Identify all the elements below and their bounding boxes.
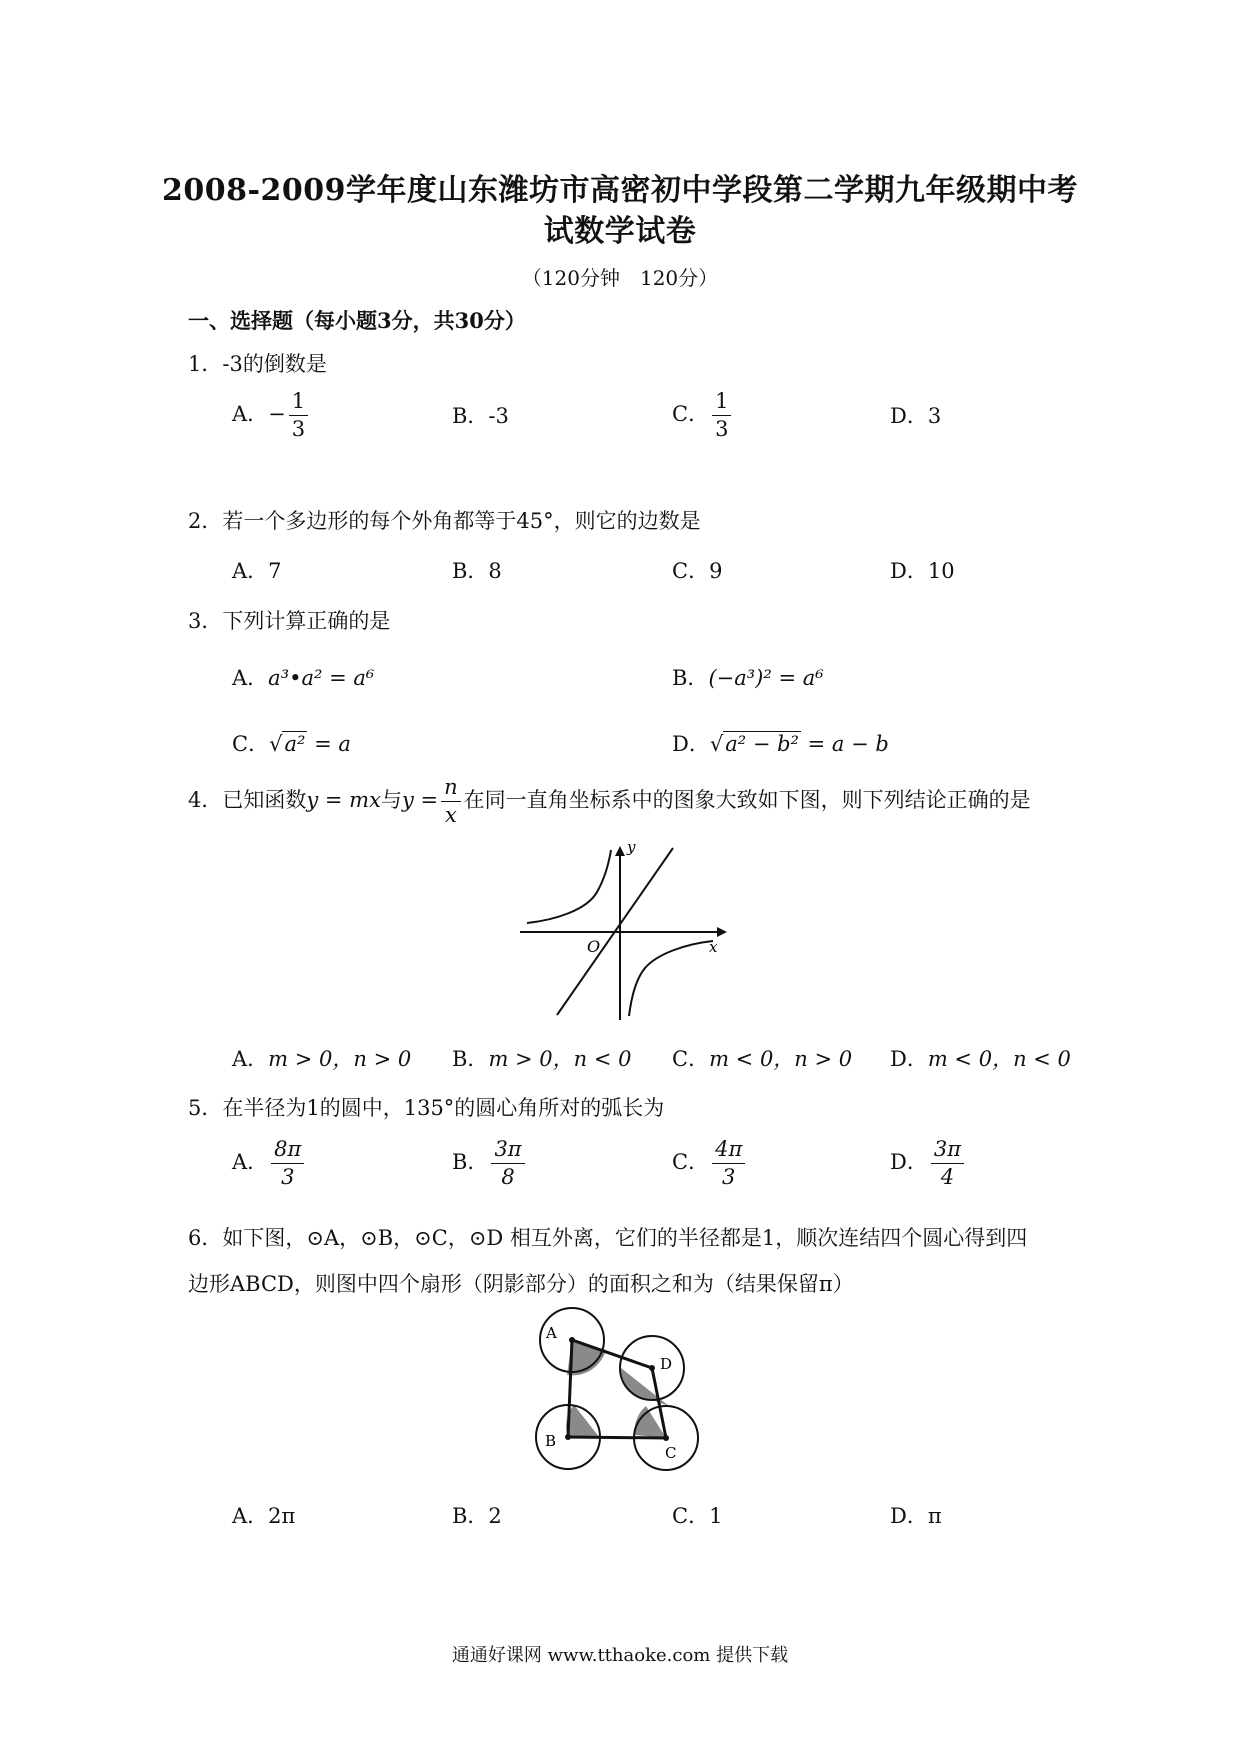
q5-option-a: A． $\frac{8\pi}{3}$ (232, 1138, 307, 1189)
label-c: C (665, 1444, 677, 1462)
q6-stem-line1: 6．如下图，⊙A，⊙B，⊙C，⊙D 相互外离，它们的半径都是1，顺次连结四个圆心得到四 (188, 1226, 1028, 1250)
center-point-b (565, 1434, 571, 1440)
hyperbola-branch-upper-left (527, 850, 611, 923)
exam-title-line2: 试数学试卷 (543, 214, 697, 249)
y-axis-label: y (627, 840, 636, 856)
q4-function-graph (515, 840, 735, 1025)
y-axis-arrow (615, 846, 625, 856)
q2-option-c: C．9 (672, 559, 723, 583)
q3-option-c: C．√a² = a (232, 732, 351, 756)
fraction: $\frac{8\pi}{3}$ (271, 1138, 304, 1189)
q5-option-c: C． $\frac{4\pi}{3}$ (672, 1138, 748, 1189)
q2-stem: 2．若一个多边形的每个外角都等于45°，则它的边数是 (188, 509, 701, 533)
minus-sign: − (268, 402, 286, 427)
q4-option-a: A．m > 0，n > 0 (232, 1047, 412, 1071)
sector-d (621, 1368, 669, 1406)
q6-option-a: A．2π (232, 1504, 296, 1528)
fraction: $\frac{3\pi}{8}$ (491, 1138, 524, 1189)
exam-title-line1: 2008-2009学年度山东潍坊市高密初中学段第二学期九年级期中考 (162, 173, 1078, 208)
q4-option-b: B．m > 0，n < 0 (452, 1047, 632, 1071)
q5-option-b: B． $\frac{3\pi}{8}$ (452, 1138, 528, 1189)
radicand: a² − b² (725, 732, 799, 756)
fraction: $\frac{4\pi}{3}$ (712, 1138, 745, 1189)
q1-option-b: B．-3 (452, 404, 509, 428)
q6-option-b: B．2 (452, 1504, 502, 1528)
sqrt-symbol: √ (709, 732, 724, 756)
hyperbola-branch-lower-right (629, 941, 713, 1016)
q1-option-c: C． $\frac{1}{3}$ (672, 390, 734, 441)
radicand: a² (284, 732, 306, 756)
function-inverse-lhs: y = (401, 788, 439, 813)
page-footer: 通通好课网 www.tthaoke.com 提供下载 (451, 1645, 789, 1666)
section-heading-choice: 一、选择题（每小题3分，共30分） (188, 308, 526, 333)
fraction: $\frac{1}{3}$ (712, 390, 731, 441)
q6-circles-quadrilateral-figure (515, 1305, 735, 1477)
q5-option-d: D． $\frac{3\pi}{4}$ (890, 1138, 967, 1189)
fraction: $\frac{3\pi}{4}$ (931, 1138, 964, 1189)
q3-option-b: B．(−a³)² = a⁶ (672, 666, 824, 690)
exam-duration-score: （120分钟 120分） (521, 266, 719, 290)
label-b: B (545, 1432, 557, 1450)
x-axis-arrow (717, 927, 727, 937)
q6-option-c: C．1 (672, 1504, 723, 1528)
label-d: D (660, 1355, 673, 1373)
q6-option-d: D．π (890, 1504, 942, 1528)
function-linear: y = mx (306, 788, 381, 813)
sqrt-symbol: √ (269, 732, 283, 756)
q1-option-a: A．− $\frac{1}{3}$ (232, 390, 311, 441)
fraction: $\frac{n}{x}$ (441, 776, 461, 827)
label-a: A (546, 1324, 557, 1342)
math-expression: = a (307, 732, 351, 756)
q2-option-d: D．10 (890, 559, 955, 583)
q1-option-d: D．3 (890, 404, 942, 428)
q3-option-a: A．a³•a² = a⁶ (232, 666, 375, 690)
q3-stem: 3．下列计算正确的是 (188, 609, 391, 633)
x-axis-label: x (709, 938, 718, 956)
center-point-d (649, 1365, 655, 1371)
center-point-a (569, 1337, 575, 1343)
q4-option-d: D．m < 0，n < 0 (890, 1047, 1071, 1071)
q3-option-d: D．√a² − b² = a − b (672, 732, 889, 756)
q4-option-c: C．m < 0，n > 0 (672, 1047, 853, 1071)
center-point-c (663, 1435, 669, 1441)
math-expression: a³•a² = a⁶ (268, 666, 375, 690)
math-expression: (−a³)² = a⁶ (708, 666, 824, 690)
origin-label: O (587, 937, 601, 956)
q5-stem: 5．在半径为1的圆中，135°的圆心角所对的弧长为 (188, 1096, 665, 1120)
q6-stem-line2: 边形ABCD，则图中四个扇形（阴影部分）的面积之和为（结果保留π） (188, 1272, 854, 1296)
q2-option-a: A．7 (232, 559, 282, 583)
fraction: $\frac{1}{3}$ (289, 390, 308, 441)
q1-stem: 1．-3的倒数是 (188, 352, 327, 376)
math-expression: = a − b (800, 732, 889, 756)
q2-option-b: B．8 (452, 559, 502, 583)
q4-stem: 4．已知函数y = mx与y = $\frac{n}{x}$ 在同一直角坐标系中的图象大致如下图，则下列结论正确的是 (188, 775, 1031, 828)
